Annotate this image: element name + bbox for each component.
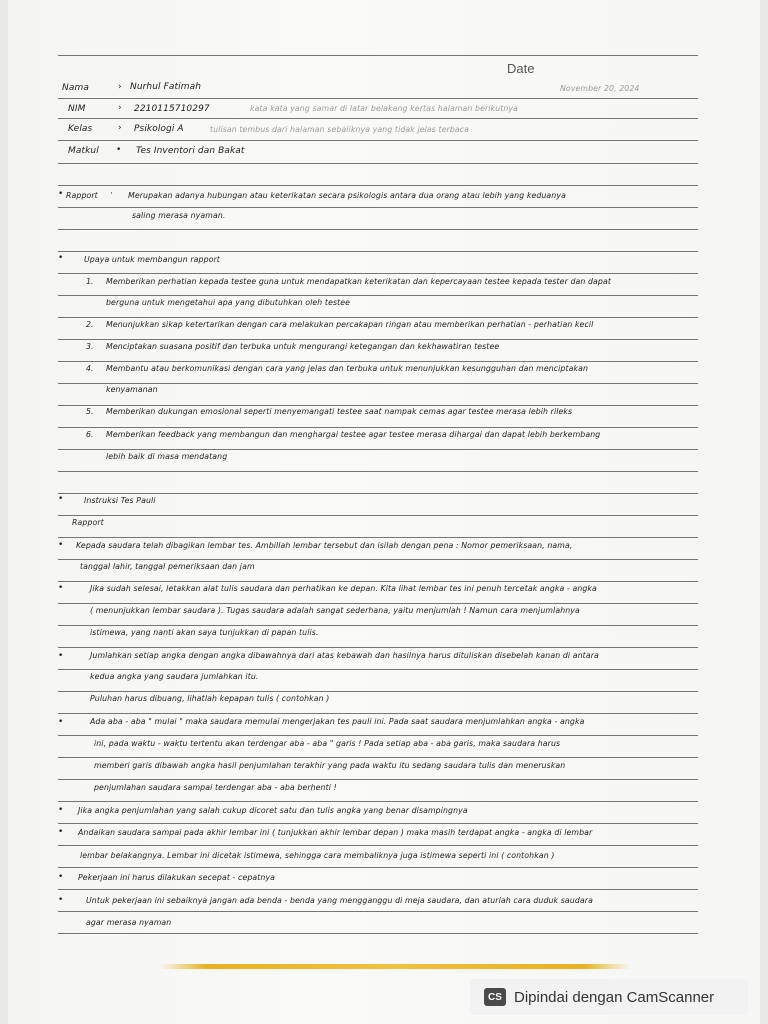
instruction-line: ( menunjukkan lembar saudara ). Tugas saudara adalah sangat sederhana, yaitu menjumlah ! Namun cara menjumlahnya: [90, 606, 580, 615]
rule-line: [58, 273, 698, 274]
rule-line: [58, 118, 698, 119]
rule-line: [58, 98, 698, 99]
instruction-line: Puluhan harus dibuang, lihatlah kepapan tulis ( contohkan ): [90, 694, 330, 703]
upaya-title: Upaya untuk membangun rapport: [84, 255, 220, 264]
faint-show-through: kata kata yang samar di latar belakang kertas halaman berikutnya: [250, 104, 518, 113]
rule-line: [58, 251, 698, 252]
rule-line: [58, 427, 698, 428]
bullet-dot: ·: [110, 189, 113, 199]
rule-line: [58, 559, 698, 560]
list-item: Memberikan dukungan emosional seperti menyemangati testee saat nampak cemas agar testee merasa lebih rileks: [106, 407, 573, 416]
rapport-term: Rapport: [66, 191, 98, 200]
rule-line: [58, 889, 698, 890]
rule-line: [58, 911, 698, 912]
list-item: Menciptakan suasana positif dan terbuka untuk mengurangi ketegangan dan kekhawatiran testee: [106, 342, 500, 351]
instruction-line: penjumlahan saudara sampai terdengar aba - aba berhenti !: [94, 783, 337, 792]
nama-value: Nurhul Fatimah: [130, 82, 202, 92]
instruction-line: memberi garis dibawah angka hasil penjumlahan terakhir yang pada waktu itu sedang saudara tulis dan meneruskan: [94, 761, 566, 770]
instruction-line: ini, pada waktu - waktu tertentu akan terdengar aba - aba " garis ! Pada setiap aba - aba garis, maka saudara harus: [94, 739, 561, 748]
rule-line: [58, 493, 698, 494]
instruction-line: Jumlahkan setiap angka dengan angka dibawahnya dari atas kebawah dan hasilnya harus dituliskan disebelah kanan di antara: [90, 651, 599, 660]
date-label: Date: [507, 61, 535, 76]
instruction-line: Jika sudah selesai, letakkan alat tulis saudara dan perhatikan ke depan. Kita lihat lembar tes ini penuh tercetak angka - angka: [90, 584, 597, 593]
camscanner-watermark: [470, 979, 748, 1015]
bullet-dot: •: [58, 253, 64, 263]
bullet-dot: •: [58, 540, 64, 550]
instruction-line: Jika angka penjumlahan yang salah cukup dicoret satu dan tulis angka yang benar disampingnya: [78, 806, 468, 815]
instruction-line: Pekerjaan ini harus dilakukan secepat - cepatnya: [78, 873, 276, 882]
instruction-line: lembar belakangnya. Lembar ini dicetak istimewa, sehingga cara membaliknya juga istimewa seperti ini ( contohkan ): [80, 851, 555, 860]
bullet-dot: •: [58, 895, 64, 905]
rule-line: [58, 867, 698, 868]
rule-line: [58, 185, 698, 186]
rule-line: [58, 779, 698, 780]
bullet-dot: •: [58, 805, 64, 815]
rule-line: [58, 845, 698, 846]
rule-line: [58, 449, 698, 450]
rule-line: [58, 823, 698, 824]
rule-line: [58, 405, 698, 406]
list-number: 5.: [86, 407, 94, 416]
rule-line: [58, 471, 698, 472]
rule-line: [58, 515, 698, 516]
rule-line: [58, 801, 698, 802]
instruksi-subtitle: Rapport: [72, 518, 104, 527]
rule-line: [58, 163, 698, 164]
rule-line: [58, 669, 698, 670]
list-item: Memberikan perhatian kepada testee guna untuk mendapatkan keterikatan dan kepercayaan testee kepada tester dan dapat: [106, 277, 612, 286]
kelas-label: Kelas: [68, 124, 93, 134]
rule-line: [58, 55, 698, 56]
list-number: 6.: [86, 430, 94, 439]
list-number: 2.: [86, 320, 94, 329]
rule-line: [58, 933, 698, 934]
rule-line: [58, 757, 698, 758]
bullet-dot: •: [58, 827, 64, 837]
instruction-line: kedua angka yang saudara jumlahkan itu.: [90, 672, 259, 681]
rule-line: [58, 691, 698, 692]
list-item: Memberikan feedback yang membangun dan menghargai testee agar testee merasa dihargai dan dapat lebih berkembang: [106, 430, 601, 439]
list-number: 3.: [86, 342, 94, 351]
list-item: Menunjukkan sikap ketertarikan dengan cara melakukan percakapan ringan atau memberikan perhatian - perhatian kecil: [106, 320, 594, 329]
rule-line: [58, 625, 698, 626]
faint-show-through: tulisan tembus dari halaman sebaliknya yang tidak jelas terbaca: [210, 125, 470, 134]
rapport-definition: Merupakan adanya hubungan atau keterikatan secara psikologis antara dua orang atau lebih yang keduanya: [128, 191, 566, 200]
bullet-dot: •: [116, 145, 122, 155]
bullet-dot: •: [58, 583, 64, 593]
rule-line: [58, 339, 698, 340]
list-number: 1.: [86, 277, 94, 286]
rule-line: [58, 383, 698, 384]
rule-line: [58, 207, 698, 208]
list-number: 4.: [86, 364, 94, 373]
bullet-dot: •: [58, 717, 64, 727]
instruction-line: Andaikan saudara sampai pada akhir lembar ini ( tunjukkan akhir lembar depan ) maka masih terdapat angka - angka di lembar: [78, 828, 593, 837]
separator: ›: [118, 82, 122, 92]
instruksi-title: Instruksi Tes Pauli: [84, 496, 156, 505]
instruction-line: tanggal lahir, tanggal pemeriksaan dan jam: [80, 562, 255, 571]
matkul-label: Matkul: [68, 146, 99, 156]
list-item: Membantu atau berkomunikasi dengan cara yang jelas dan terbuka untuk menunjukkan kesungguhan dan menciptakan: [106, 364, 589, 373]
bullet-dot: •: [58, 494, 64, 504]
rule-line: [58, 647, 698, 648]
rule-line: [58, 295, 698, 296]
list-item: berguna untuk mengetahui apa yang dibutuhkan oleh testee: [106, 298, 351, 307]
instruction-line: Kepada saudara telah dibagikan lembar tes. Ambillah lembar tersebut dan isilah dengan pena : Nomor pemeriksaan, nama,: [76, 541, 573, 550]
separator: ›: [118, 103, 122, 113]
watermark-text: Dipindai dengan CamScanner: [514, 988, 715, 1006]
rule-line: [58, 603, 698, 604]
camscanner-logo-icon: CS: [484, 988, 506, 1006]
rule-line: [58, 317, 698, 318]
rapport-definition: saling merasa nyaman.: [132, 211, 226, 220]
nim-value: 2210115710297: [134, 104, 210, 114]
rule-line: [58, 361, 698, 362]
rule-line: [58, 140, 698, 141]
instruction-line: Ada aba - aba " mulai " maka saudara memulai mengerjakan tes pauli ini. Pada saat saudara menjumlahkan angka - angka: [90, 717, 585, 726]
instruction-line: agar merasa nyaman: [86, 918, 172, 927]
separator: ›: [118, 123, 122, 133]
list-item: kenyamanan: [106, 385, 158, 394]
rule-line: [58, 713, 698, 714]
nama-label: Nama: [62, 83, 89, 93]
bullet-dot: •: [58, 872, 64, 882]
kelas-value: Psikologi A: [134, 124, 184, 134]
bullet-dot: •: [58, 189, 64, 199]
rule-line: [58, 735, 698, 736]
nim-label: NIM: [68, 104, 86, 114]
rule-line: [58, 581, 698, 582]
rule-line: [58, 229, 698, 230]
instruction-line: istimewa, yang nanti akan saya tunjukkan di papan tulis.: [90, 628, 319, 637]
rule-line: [58, 537, 698, 538]
faint-date-mark: November 20, 2024: [560, 84, 640, 93]
scan-edge-bar: [160, 964, 630, 969]
bullet-dot: •: [58, 651, 64, 661]
list-item: lebih baik di masa mendatang: [106, 452, 228, 461]
instruction-line: Untuk pekerjaan ini sebaiknya jangan ada benda - benda yang mengganggu di meja saudara, dan aturlah cara duduk saudara: [86, 896, 593, 905]
matkul-value: Tes Inventori dan Bakat: [136, 146, 245, 156]
